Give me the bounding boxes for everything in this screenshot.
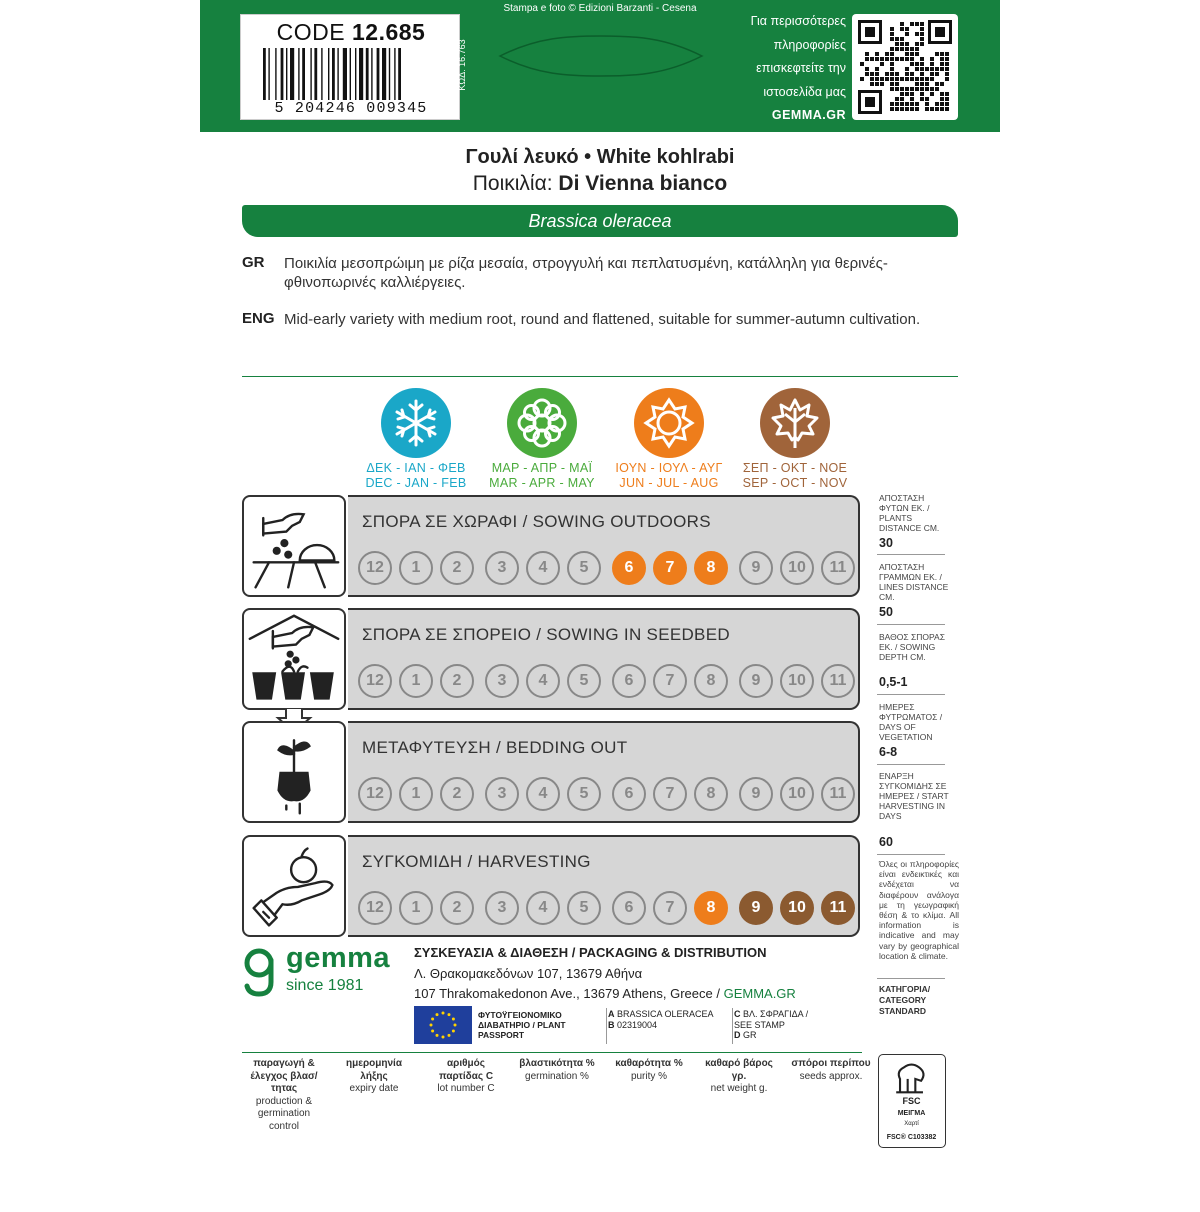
description-en: Mid-early variety with medium root, round and flattened, suitable for summer-autumn cultivation. (284, 311, 921, 328)
month-6: 6 (612, 664, 646, 698)
variety-title: Ποικιλία: Di Vienna bianco (472, 172, 728, 195)
col-expiry: ημερομηνία λήξης expiry date (346, 1058, 402, 1094)
harvesting-icon (242, 835, 346, 937)
sowing-seedbed-icon (242, 608, 346, 710)
eu-flag-icon (414, 1006, 472, 1044)
packaging-heading: ΣΥΣΚΕΥΑΣΙΑ & ΔΙΑΘΕΣΗ / PACKAGING & DISTRIBUTION (414, 945, 767, 960)
days-vegetation-value: 6-8 (879, 745, 898, 759)
month-3: 3 (485, 777, 519, 811)
barcode-box (240, 14, 460, 120)
divider (877, 764, 945, 765)
start-harvest-label: ΕΝΑΡΞΗ ΣΥΓΚΟΜΙΔΗΣ ΣΕ ΗΜΕΡΕΣ / START HARVESTING IN DAYS (879, 771, 949, 821)
month-10: 10 (780, 777, 814, 811)
info-text: Για περισσότερες πληροφορίες επισκεφτείτε την ιστοσελίδα μας GEMMA.GR (730, 10, 846, 128)
col-germination: βλαστικότητα % germination % (519, 1058, 595, 1082)
month-2: 2 (440, 777, 474, 811)
website-link[interactable]: GEMMA.GR (771, 108, 846, 122)
qr-code-icon[interactable] (852, 14, 958, 120)
month-6: 6 (612, 551, 646, 585)
bedding-out-row (348, 721, 860, 823)
brand-name: gemma (286, 942, 391, 974)
kod-number: ΚΩΔ. 16.763 (457, 39, 467, 91)
month-3: 3 (485, 551, 519, 585)
month-1: 1 (399, 891, 433, 925)
col-lot: αριθμός παρτίδας C lot number C (437, 1058, 495, 1094)
fsc-code: FSC® C103382 (886, 1134, 937, 1141)
product-code: CODE 12.685 (276, 19, 426, 45)
lines-distance-label: ΑΠΟΣΤΑΣΗ ΓΡΑΜΜΩΝ ΕΚ. / LINES DISTANCE CM. (879, 562, 949, 602)
sowing-depth-value: 0,5-1 (879, 675, 908, 689)
month-5: 5 (567, 891, 601, 925)
divider (732, 1008, 733, 1044)
start-harvest-value: 60 (879, 835, 893, 849)
month-12: 12 (358, 551, 392, 585)
month-8: 8 (694, 664, 728, 698)
divider (877, 854, 945, 855)
month-4: 4 (526, 551, 560, 585)
month-6: 6 (612, 891, 646, 925)
plant-passport (414, 1006, 820, 1046)
flower-icon (507, 388, 577, 458)
passport-cd: C ΒΛ. ΣΦΡΑΓΙΔΑ / SEE STAMP D GR (734, 1009, 809, 1040)
plants-distance-label: ΑΠΟΣΤΑΣΗ ΦΥΤΩΝ ΕΚ. / PLANTS DISTANCE CM. (879, 493, 940, 533)
fsc-label (878, 1054, 946, 1148)
col-seeds: σπόροι περίπου seeds approx. (791, 1058, 871, 1082)
divider (877, 624, 945, 625)
season-autumn-gr: ΣΕΠ - ΟΚΤ - ΝΟΕ (742, 461, 848, 475)
fsc-tree-icon (879, 1057, 944, 1097)
col-purity: καθαρότητα % purity % (615, 1058, 683, 1082)
month-8: 8 (694, 891, 728, 925)
month-12: 12 (358, 777, 392, 811)
fsc-paper: Χαρτί (904, 1121, 919, 1127)
lines-distance-value: 50 (879, 605, 893, 619)
month-6: 6 (612, 777, 646, 811)
season-spring-en: MAR - APR - MAY (489, 476, 595, 490)
product-title: Γουλί λευκό • White kohlrabi (465, 146, 735, 168)
lang-en-label: ENG (242, 310, 275, 327)
latin-name-bar (242, 205, 958, 237)
disclaimer-note: Όλες οι πληροφορίες είναι ενδεικτικές και ενδέχεται να διαφέρουν ανάλογα με τη γεωγραφική θέση & το κλίμα. All information is indicative and may vary by geographical location & climate. (879, 859, 959, 961)
month-9: 9 (739, 777, 773, 811)
season-winter-gr: ΔΕΚ - ΙΑΝ - ΦΕΒ (366, 461, 466, 475)
snowflake-icon (381, 388, 451, 458)
month-1: 1 (399, 664, 433, 698)
month-2: 2 (440, 664, 474, 698)
month-11: 11 (821, 891, 855, 925)
divider (877, 554, 945, 555)
month-11: 11 (821, 777, 855, 811)
month-7: 7 (653, 664, 687, 698)
days-vegetation-label: ΗΜΕΡΕΣ ΦΥΤΡΩΜΑΤΟΣ / DAYS OF VEGETATION (879, 702, 943, 742)
passport-title: ΦΥΤΟΫΓΕΙΟΝΟΜΙΚΟ ΔΙΑΒΑΤΗΡΙΟ / PLANT PASSPORT (478, 1010, 566, 1040)
month-11: 11 (821, 664, 855, 698)
sowing-outdoors-row (348, 495, 860, 597)
row-title: ΣΥΓΚΟΜΙΔΗ / HARVESTING (362, 852, 591, 871)
divider (606, 1008, 607, 1044)
month-3: 3 (485, 891, 519, 925)
month-7: 7 (653, 891, 687, 925)
divider (877, 978, 945, 979)
row-title: ΣΠΟΡΑ ΣΕ ΧΩΡΑΦΙ / SOWING OUTDOORS (362, 512, 711, 531)
harvesting-row (348, 835, 860, 937)
season-spring-gr: ΜΑΡ - ΑΠΡ - ΜΑΪ (491, 461, 593, 475)
hang-hole-icon (498, 33, 704, 79)
month-9: 9 (739, 891, 773, 925)
print-credit: Stampa e foto © Edizioni Barzanti - Cesena (503, 3, 697, 14)
month-10: 10 (780, 891, 814, 925)
divider (242, 1052, 862, 1053)
month-4: 4 (526, 891, 560, 925)
season-summer-gr: ΙΟΥΝ - ΙΟΥΛ - ΑΥΓ (615, 461, 723, 475)
month-1: 1 (399, 777, 433, 811)
season-winter-en: DEC - JAN - FEB (365, 476, 467, 490)
month-2: 2 (440, 551, 474, 585)
description-gr: Ποικιλία μεσοπρώιμη με ρίζα μεσαία, στρογγυλή και πεπλατυσμένη, κατάλληλη για θερινές-φθινοπωρινές καλλιέργειες. (284, 255, 888, 291)
divider (877, 694, 945, 695)
fsc-text: FSC (902, 1096, 921, 1106)
month-7: 7 (653, 551, 687, 585)
row-title: ΜΕΤΑΦΥΤΕΥΣΗ / BEDDING OUT (362, 738, 628, 757)
month-7: 7 (653, 777, 687, 811)
header-bar (200, 0, 1000, 132)
lang-gr-label: GR (242, 254, 265, 271)
sowing-outdoors-icon (242, 495, 346, 597)
month-8: 8 (694, 551, 728, 585)
address-gr: Λ. Θρακομακεδόνων 107, 13679 Αθήνα (414, 966, 643, 981)
month-3: 3 (485, 664, 519, 698)
month-5: 5 (567, 777, 601, 811)
row-title: ΣΠΟΡΑ ΣΕ ΣΠΟΡΕΙΟ / SOWING IN SEEDBED (362, 625, 730, 644)
col-production: παραγωγή & έλεγχος βλασ/τητας production & germination control (250, 1058, 318, 1132)
brand-since: since 1981 (286, 977, 364, 994)
fsc-mix: ΜΕΙΓΜΑ (897, 1110, 926, 1117)
plants-distance-value: 30 (879, 536, 893, 550)
sowing-depth-label: ΒΑΘΟΣ ΣΠΟΡΑΣ ΕΚ. / SOWING DEPTH CM. (879, 632, 945, 662)
month-5: 5 (567, 664, 601, 698)
month-11: 11 (821, 551, 855, 585)
divider (242, 376, 958, 377)
month-10: 10 (780, 664, 814, 698)
month-1: 1 (399, 551, 433, 585)
leaf-icon (760, 388, 830, 458)
month-2: 2 (440, 891, 474, 925)
month-9: 9 (739, 664, 773, 698)
season-summer-en: JUN - JUL - AUG (619, 476, 719, 490)
col-net-weight: καθαρό βάρος γρ. net weight g. (705, 1058, 773, 1094)
gemma-logo-icon (242, 946, 276, 998)
barcode-icon (263, 48, 439, 100)
month-4: 4 (526, 664, 560, 698)
ean-number: 5 204246 009345 (274, 100, 428, 117)
month-9: 9 (739, 551, 773, 585)
sun-icon (634, 388, 704, 458)
month-4: 4 (526, 777, 560, 811)
website-link[interactable]: GEMMA.GR (723, 986, 796, 1001)
month-12: 12 (358, 664, 392, 698)
category-label: ΚΑΤΗΓΟΡΙΑ/ CATEGORY STANDARD (879, 984, 931, 1016)
address-en: 107 Thrakomakedonon Ave., 13679 Athens, Greece / GEMMA.GR (414, 986, 796, 1001)
passport-ab: A BRASSICA OLERACEA B 02319004 (608, 1009, 714, 1030)
month-5: 5 (567, 551, 601, 585)
sowing-seedbed-row (348, 608, 860, 710)
month-8: 8 (694, 777, 728, 811)
season-autumn-en: SEP - OCT - NOV (742, 476, 848, 490)
month-10: 10 (780, 551, 814, 585)
bedding-out-icon (242, 721, 346, 823)
latin-name: Brassica oleracea (528, 211, 672, 231)
month-12: 12 (358, 891, 392, 925)
